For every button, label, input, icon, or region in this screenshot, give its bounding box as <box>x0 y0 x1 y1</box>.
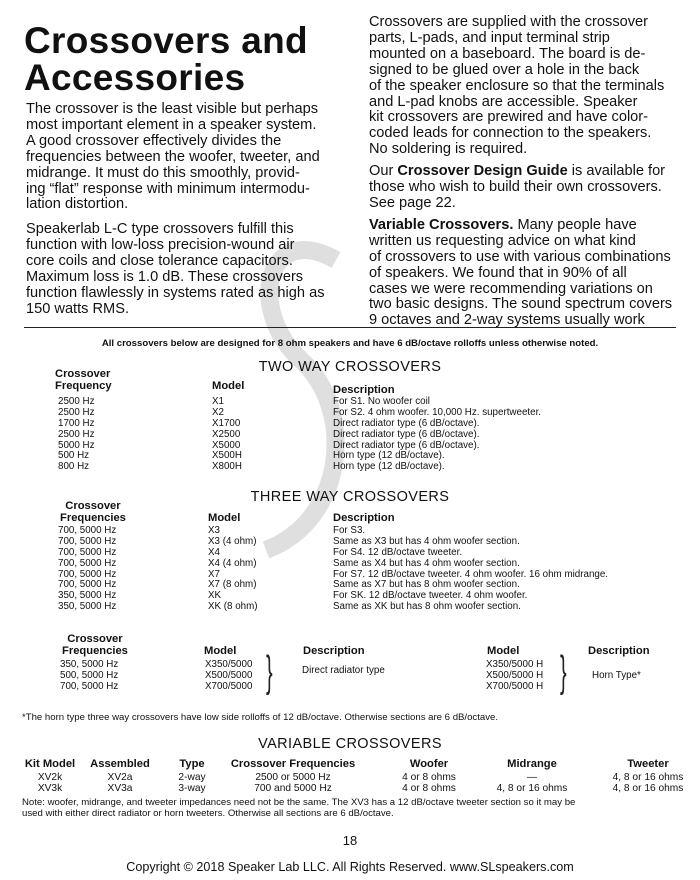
cell-freq: 350, 5000 Hz <box>58 601 117 613</box>
text-line: A good crossover effectively divides the <box>26 132 282 149</box>
variable-cell: 4 or 8 ohms <box>402 783 456 794</box>
table-row <box>0 602 700 613</box>
combo-h-freq2: Frequencies <box>62 645 128 657</box>
text-line: See page 22. <box>369 194 456 211</box>
text-line: The crossover is the least visible but perhaps <box>26 101 319 117</box>
cell-model: X2500 <box>212 428 241 440</box>
cell-desc: Same as X3 but has 4 ohm woofer section. <box>333 535 520 547</box>
cell-model: X800H <box>212 461 242 473</box>
right-p2-rest: is available for <box>567 163 666 180</box>
variable-header: Woofer <box>409 758 449 770</box>
variable-title: VARIABLE CROSSOVERS <box>258 736 442 752</box>
variable-crossovers-heading: Variable Crossovers. <box>369 216 514 233</box>
cell-freq: 700, 5000 Hz <box>58 546 117 558</box>
text-line: of the speaker enclosure so that the terminals <box>369 77 665 94</box>
combo-h-freq1: Crossover <box>67 633 123 645</box>
cell-model: X2 <box>212 406 224 418</box>
variable-table <box>0 758 700 794</box>
variable-cell: — <box>526 772 538 783</box>
divider <box>24 327 676 328</box>
combo-header-model: Model <box>204 645 237 657</box>
cell-freq: 2500 Hz <box>58 406 95 418</box>
three-way-title: THREE WAY CROSSOVERS <box>250 489 450 505</box>
cell-model: X1 <box>212 396 224 407</box>
variable-header: Midrange <box>507 758 557 770</box>
text-line: two basic designs. The sound spectrum covers <box>369 296 673 313</box>
variable-cell: 2-way <box>178 772 206 783</box>
two-way-title: TWO WAY CROSSOVERS <box>258 359 442 375</box>
two-way-h-freq1: Crossover <box>55 368 111 380</box>
cell-model: X4 (4 ohm) <box>208 557 257 569</box>
bottom-note-line-1: Note: woofer, midrange, and tweeter impedances need not be the same. The XV3 has a 12 dB/octave tweeter section so it may be <box>22 797 576 808</box>
combo-frequencies <box>60 660 118 693</box>
left-paragraph-2 <box>26 222 346 317</box>
variable-header: Assembled <box>90 758 150 770</box>
text-line: parts, L-pads, and input terminal strip <box>369 29 610 46</box>
text-line: of speakers. We found that in 90% of all <box>369 264 627 281</box>
cell-model: X5000 <box>212 439 241 451</box>
variable-header: Crossover Frequencies <box>230 758 356 770</box>
text-line: cases we were recommending variations on <box>369 280 653 297</box>
copyright: Copyright © 2018 Speaker Lab LLC. All Rights Reserved. www.SLspeakers.com <box>126 860 574 874</box>
table-row <box>0 772 700 783</box>
variable-cell: 4, 8 or 16 ohms <box>612 783 684 794</box>
bottom-note-line-2: used with either direct radiator or horn tweeters. Otherwise all sections are 6 dB/octave. <box>22 808 394 819</box>
text-line: No soldering is required. <box>369 141 528 158</box>
combo-models-direct <box>205 660 252 693</box>
text-line: of crossovers to use with various combinations <box>369 248 671 265</box>
design-guide-link[interactable]: Crossover Design Guide <box>397 163 568 180</box>
variable-header-row <box>0 758 700 772</box>
three-way-header-description: Description <box>333 512 395 524</box>
cell-desc: Direct radiator type (6 dB/octave). <box>333 417 480 429</box>
variable-cell: 4 or 8 ohms <box>402 772 456 783</box>
table-row <box>0 783 700 794</box>
text-line: Speakerlab L-C type crossovers fulfill this <box>26 221 294 238</box>
combo-frequency: 500, 5000 Hz <box>60 669 119 681</box>
three-way-h-freq1: Crossover <box>65 500 121 512</box>
table-row <box>0 462 700 473</box>
left-column <box>26 102 346 318</box>
variable-header: Kit Model <box>24 758 76 770</box>
combo-frequency: 700, 5000 Hz <box>60 680 119 692</box>
text-line: lation distortion. <box>26 196 129 213</box>
cell-desc: Same as X7 but has 8 ohm woofer section. <box>333 579 520 591</box>
text-line: 9 octaves and 2-way systems usually work <box>369 312 645 329</box>
combo-header-frequencies <box>62 633 128 657</box>
variable-cell: 700 and 5000 Hz <box>254 783 332 794</box>
text-line: ing “flat” response with minimum intermodu- <box>26 180 310 197</box>
combo-desc-direct: Direct radiator type <box>302 665 385 676</box>
combo-models-horn <box>486 660 543 693</box>
right-p2-pre: Our <box>369 163 398 180</box>
text-line: those who wish to build their own crossovers. <box>369 179 662 196</box>
text-line: Maximum loss is 1.0 dB. These crossovers <box>26 269 304 286</box>
combo-model: X500/5000 <box>205 669 253 681</box>
combo-model: X700/5000 H <box>486 680 544 692</box>
variable-header: Type <box>179 758 205 770</box>
cell-model: X7 <box>208 568 220 580</box>
cell-model: XK (8 ohm) <box>208 601 258 613</box>
two-way-table <box>0 397 700 473</box>
cell-desc: For S2. 4 ohm woofer. 10,000 Hz. supertweeter. <box>333 406 542 418</box>
text-line: midrange. It must do this smoothly, provid- <box>26 164 300 181</box>
cell-freq: 700, 5000 Hz <box>58 579 117 591</box>
two-way-header-model: Model <box>212 380 245 392</box>
cell-desc: Direct radiator type (6 dB/octave). <box>333 439 480 451</box>
brace-horn: } <box>560 647 567 696</box>
three-way-header-frequencies <box>60 500 126 524</box>
right-paragraph-3 <box>369 218 681 329</box>
combo-header-model-2: Model <box>487 645 520 657</box>
combo-model: X350/5000 H <box>486 659 544 670</box>
cell-freq: 700, 5000 Hz <box>58 525 117 536</box>
combo-model: X500/5000 H <box>486 669 544 681</box>
cell-freq: 800 Hz <box>58 461 90 473</box>
text-line: written us requesting advice on what kind <box>369 232 636 249</box>
two-way-header-frequency <box>55 368 112 392</box>
title-line-1: Crossovers and <box>24 20 308 61</box>
cell-desc: For SK. 12 dB/octave tweeter. 4 ohm woofer. <box>333 590 528 602</box>
right-paragraph-2 <box>369 164 681 212</box>
cell-desc: Same as X4 but has 4 ohm woofer section. <box>333 557 520 569</box>
text-line: signed to be glued over a hole in the back <box>369 61 640 78</box>
text-line: most important element in a speaker system. <box>26 116 317 133</box>
cell-model: X500H <box>212 450 242 462</box>
cell-desc: For S4. 12 dB/octave tweeter. <box>333 546 463 558</box>
combo-frequency: 350, 5000 Hz <box>60 659 119 670</box>
combo-desc-horn: Horn Type* <box>592 670 641 681</box>
variable-cell: 4, 8 or 16 ohms <box>612 772 684 783</box>
variable-cell: XV3k <box>37 783 63 794</box>
cell-model: X4 <box>208 546 220 558</box>
text-line: Crossovers are supplied with the crossover <box>369 14 649 30</box>
right-paragraph-1 <box>369 15 681 158</box>
right-p3-rest: Many people have <box>513 216 637 233</box>
variable-cell: XV2a <box>107 772 133 783</box>
combo-header-description: Description <box>303 645 365 657</box>
cell-desc: For S1. No woofer coil <box>333 396 430 407</box>
variable-cell: XV2k <box>37 772 63 783</box>
brace-direct: } <box>266 647 273 696</box>
variable-cell: 3-way <box>178 783 206 794</box>
cell-model: X1700 <box>212 417 241 429</box>
text-line: 150 watts RMS. <box>26 300 130 317</box>
text-line: and L-pad knobs are accessible. Speaker <box>369 93 638 110</box>
text-line: frequencies between the woofer, tweeter, and <box>26 148 320 165</box>
text-line: kit crossovers are prewired and have color- <box>369 109 649 126</box>
bottom-note <box>22 797 575 819</box>
combo-model: X350/5000 <box>205 659 253 670</box>
cell-freq: 2500 Hz <box>58 396 95 407</box>
three-way-header-model: Model <box>208 512 241 524</box>
title-line-2: Accessories <box>24 57 246 98</box>
cell-desc: Direct radiator type (6 dB/octave). <box>333 428 480 440</box>
horn-note: *The horn type three way crossovers have low side rolloffs of 12 dB/octave. Otherwise sections are 6 dB/octave. <box>22 712 499 723</box>
cell-freq: 700, 5000 Hz <box>58 535 117 547</box>
cell-model: XK <box>208 590 222 602</box>
cell-model: X3 (4 ohm) <box>208 535 257 547</box>
cell-desc: For S3. <box>333 525 366 536</box>
cell-desc: Same as XK but has 8 ohm woofer section. <box>333 601 521 613</box>
cell-desc: For S7. 12 dB/octave tweeter. 4 ohm woofer. 16 ohm midrange. <box>333 568 609 580</box>
text-line: coded leads for connection to the speakers. <box>369 125 652 142</box>
left-paragraph-1 <box>26 102 346 213</box>
text-line: function with low-loss precision-wound air <box>26 237 295 254</box>
cell-freq: 2500 Hz <box>58 428 95 440</box>
two-way-h-freq2: Frequency <box>55 380 112 392</box>
three-way-h-freq2: Frequencies <box>60 512 126 524</box>
right-column <box>369 15 681 329</box>
cell-freq: 500 Hz <box>58 450 90 462</box>
cell-model: X7 (8 ohm) <box>208 579 257 591</box>
cell-desc: Horn type (12 dB/octave). <box>333 461 445 473</box>
cell-freq: 1700 Hz <box>58 417 95 429</box>
text-line: core coils and close tolerance capacitors. <box>26 253 293 270</box>
text-line: mounted on a baseboard. The board is de- <box>369 45 646 62</box>
cell-freq: 350, 5000 Hz <box>58 590 117 602</box>
variable-cell: 2500 or 5000 Hz <box>255 772 331 783</box>
variable-cell: XV3a <box>107 783 133 794</box>
variable-header: Tweeter <box>627 758 669 770</box>
cell-model: X3 <box>208 525 220 536</box>
cell-desc: Horn type (12 dB/octave). <box>333 450 445 462</box>
page-title <box>24 22 308 96</box>
combo-model: X700/5000 <box>205 680 253 692</box>
combo-header-description-2: Description <box>588 645 650 657</box>
two-way-header-description: Description <box>333 384 395 396</box>
table-row <box>0 559 700 570</box>
page-number: 18 <box>342 833 358 848</box>
variable-cell: 4, 8 or 16 ohms <box>496 783 568 794</box>
three-way-table <box>0 526 700 613</box>
top-note: All crossovers below are designed for 8 ohm speakers and have 6 dB/octave rolloffs unless otherwise noted. <box>101 338 599 349</box>
cell-freq: 700, 5000 Hz <box>58 557 117 569</box>
cell-freq: 5000 Hz <box>58 439 95 451</box>
cell-freq: 700, 5000 Hz <box>58 568 117 580</box>
text-line: function flawlessly in systems rated as high as <box>26 284 325 301</box>
table-row <box>0 430 700 441</box>
